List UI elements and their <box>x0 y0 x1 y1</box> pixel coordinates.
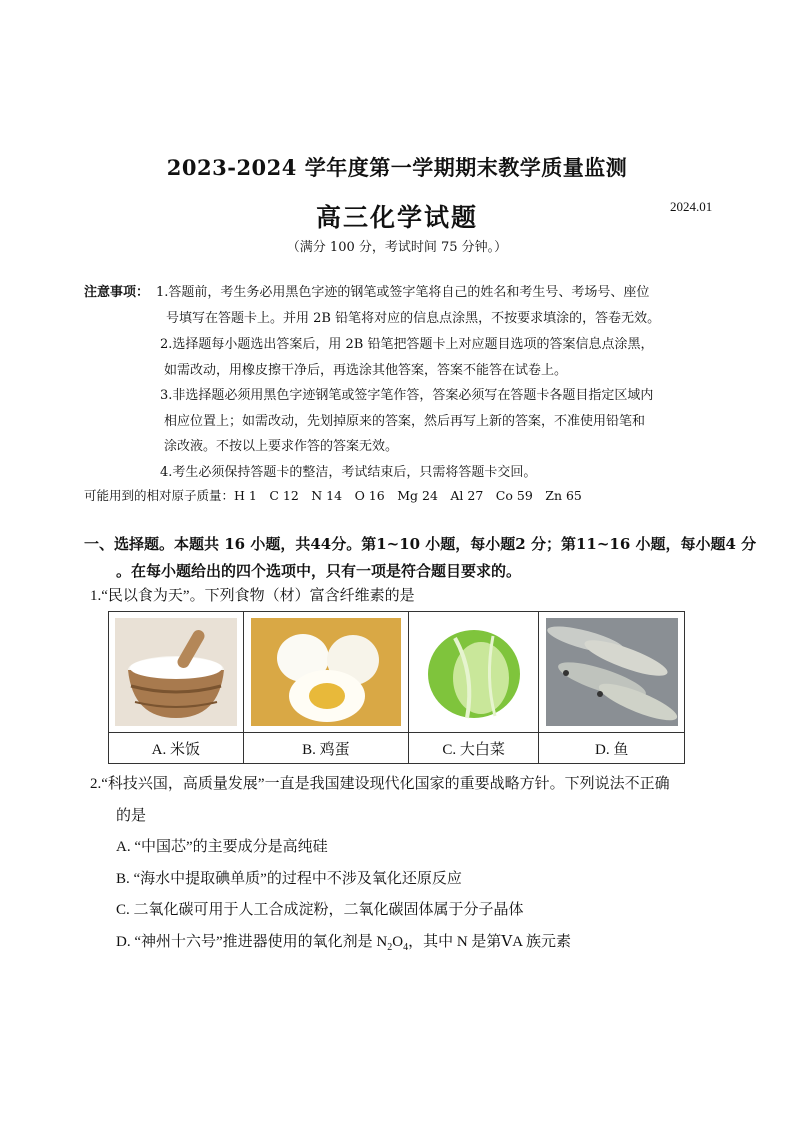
subscript-2: 2 <box>387 942 393 953</box>
option-b-image-cell <box>243 612 408 733</box>
notice-line: 如需改动，用橡皮擦干净后，再选涂其他答案，答案不能答在试卷上。 <box>164 363 568 378</box>
option-c-label: C. 大白菜 <box>409 733 539 764</box>
food-options-table <box>108 611 685 764</box>
notice-line: 2.选择题每小题选出答案后，用 2B 铅笔把答题卡上对应题目选项的答案信息点涂黑， <box>160 337 654 352</box>
option-a-image-cell <box>109 612 244 733</box>
question-1-stem: 1.“民以食为天”。下列食物（材）富含纤维素的是 <box>90 588 415 604</box>
cabbage-icon <box>415 618 533 726</box>
option-a-label: A. 米饭 <box>109 733 244 764</box>
section-heading-cont: 。在每小题给出的四个选项中，只有一项是符合题目要求的。 <box>116 562 522 580</box>
atomic-masses: 可能用到的相对原子质量：H 1 C 12 N 14 O 16 Mg 24 Al 27 Co 59 Zn 65 <box>84 488 582 503</box>
question-2-option-a: A. “中国芯”的主要成分是高纯硅 <box>116 839 328 855</box>
option-d-text: D. “神州十六号”推进器使用的氧化剂是 N <box>116 934 388 950</box>
exam-date: 2024.01 <box>670 199 713 214</box>
option-d-label: D. 鱼 <box>539 733 685 764</box>
notice-line: 相应位置上；如需改动，先划掉原来的答案，然后再写上新的答案，不准使用铅笔和 <box>164 414 646 429</box>
question-2-option-d <box>116 926 571 964</box>
notice-line: 4.考生必须保持答题卡的整洁，考试结束后，只需将答题卡交回。 <box>160 465 537 480</box>
boiled-eggs-icon <box>251 618 401 726</box>
option-d-image-cell <box>539 612 685 733</box>
subscript-4: 4 <box>403 942 409 953</box>
question-2-option-b: B. “海水中提取碘单质”的过程中不涉及氧化还原反应 <box>116 871 462 887</box>
question-2-option-c: C. 二氧化碳可用于人工合成淀粉，二氧化碳固体属于分子晶体 <box>116 902 524 918</box>
exam-title: 2023-2024 学年度第一学期期末教学质量监测 <box>166 155 628 180</box>
option-d-text-end: ，其中 N 是第ⅤA 族元素 <box>408 934 571 950</box>
notice-line: 3.非选择题必须用黑色字迹钢笔或签字笔作答，答案必须写在答题卡各题目指定区域内 <box>160 388 654 403</box>
notice-line: 号填写在答题卡上。并用 2B 铅笔将对应的信息点涂黑，不按要求填涂的，答卷无效。 <box>166 311 661 326</box>
exam-subtitle: （满分 100 分，考试时间 75 分钟。） <box>286 240 508 255</box>
option-d-oxygen: O <box>392 934 404 950</box>
section-heading: 一、选择题。本题共 16 小题，共44分。第1~10 小题，每小题2 分；第11~16 小题，每小题4 分 <box>84 535 757 553</box>
subject-title: 高三化学试题 <box>315 203 478 232</box>
notice-line: 1.答题前，考生务必用黑色字迹的钢笔或签字笔将自己的姓名和考生号、考场号、座位 <box>156 285 650 300</box>
notice-line: 涂改液。不按以上要求作答的答案无效。 <box>164 439 399 454</box>
rice-bowl-icon <box>115 618 237 726</box>
notice-label: 注意事项： <box>84 285 150 300</box>
fish-icon <box>546 618 678 726</box>
question-2-stem: 2.“科技兴国，高质量发展”一直是我国建设现代化国家的重要战略方针。下列说法不正确 <box>90 776 670 792</box>
option-b-label: B. 鸡蛋 <box>243 733 408 764</box>
question-2-stem-cont: 的是 <box>116 808 147 824</box>
option-c-image-cell <box>409 612 539 733</box>
